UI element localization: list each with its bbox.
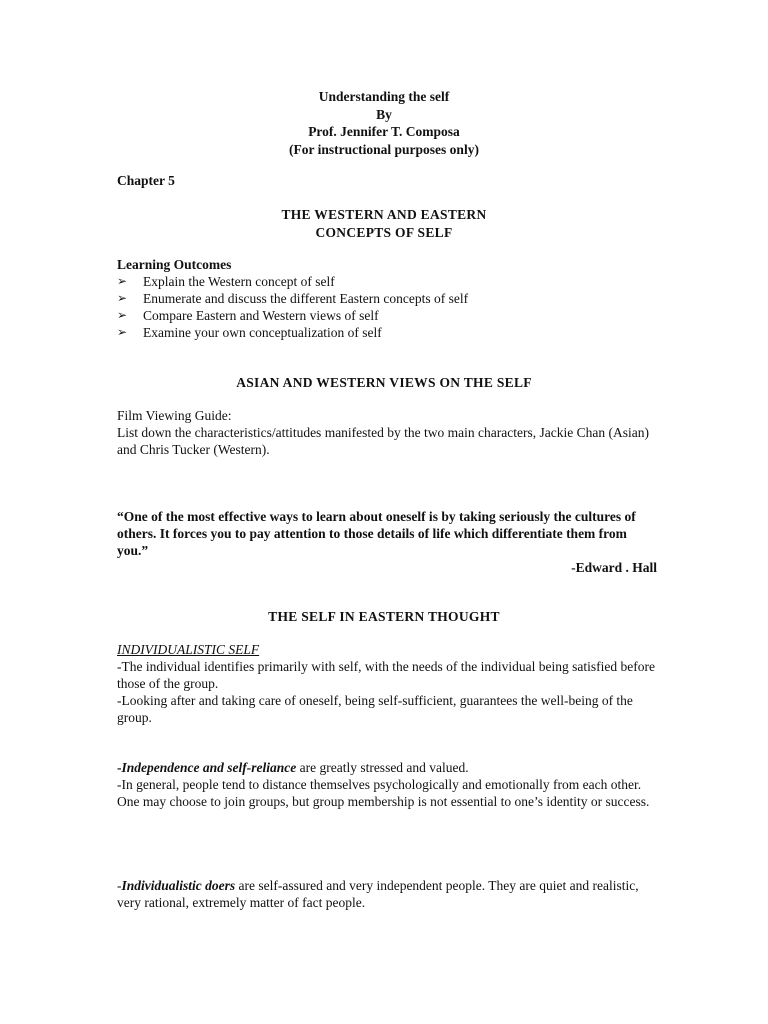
title-line-1: Understanding the self [318,89,450,104]
list-item [117,273,657,290]
film-guide-text: List down the characteristics/attitudes manifested by the two main characters, Jackie Chan (Asian) and Chris Tucker (Western). [117,425,649,457]
quote-text: “One of the most effective ways to learn about oneself is by taking seriously the cultures of others. It forces you to pay attention to those details of life which differentiate them from you.” [117,509,636,558]
individualistic-para-1: -The individual identifies primarily with self, with the needs of the individual being satisfied before those of the group. [117,659,655,691]
individualistic-self-section [117,641,657,726]
title-line-3: Prof. Jennifer T. Composa [308,124,460,139]
independence-term: Independence and self-reliance [121,760,297,775]
main-heading-line-2: CONCEPTS OF SELF [315,224,453,240]
independence-dash: - [117,760,122,775]
quote-block [117,508,657,576]
film-viewing-guide [117,407,657,458]
individualistic-self-heading: INDIVIDUALISTIC SELF [117,642,260,657]
outcome-text: Enumerate and discuss the different Eastern concepts of self [143,291,469,306]
section-heading-eastern: THE SELF IN EASTERN THOUGHT [268,609,500,624]
outcome-text: Explain the Western concept of self [143,274,335,289]
learning-outcomes-list [117,273,657,341]
section-heading-asian-western: ASIAN AND WESTERN VIEWS ON THE SELF [236,375,532,390]
doers-term: Individualistic doers [121,878,236,893]
arrow-bullet-icon: ➢ [117,274,128,288]
doers-dash: - [117,878,122,893]
arrow-bullet-icon: ➢ [117,308,128,322]
learning-outcomes-label: Learning Outcomes [117,257,232,272]
chapter-label: Chapter 5 [117,173,175,188]
outcome-text: Examine your own conceptualization of self [143,325,382,340]
individualistic-para-2: -Looking after and taking care of oneself, being self-sufficient, guarantees the well-being of the group. [117,693,633,725]
individualistic-doers-section [117,877,657,911]
main-heading [0,206,768,241]
independence-para-1 [117,759,657,776]
document-title-block [0,88,768,158]
main-heading-line-1: THE WESTERN AND EASTERN [281,207,487,222]
learning-outcomes-section [117,256,657,341]
list-item [117,290,657,307]
outcome-text: Compare Eastern and Western views of self [143,308,379,323]
list-item [117,324,657,341]
arrow-bullet-icon: ➢ [117,325,128,339]
list-item [117,307,657,324]
arrow-bullet-icon: ➢ [117,291,128,305]
title-line-4: (For instructional purposes only) [289,141,479,157]
doers-rest: are self-assured and very independent people. They are quiet and realistic, very rational, extremely matter of fact people. [117,878,639,910]
doers-para [117,877,657,911]
independence-rest: are greatly stressed and valued. [296,760,469,775]
title-line-2: By [376,106,392,122]
quote-author: -Edward . Hall [571,560,657,575]
independence-para-2: -In general, people tend to distance themselves psychologically and emotionally from each other. One may choose to join groups, but group membership is not essential to one’s identity or success. [117,777,650,809]
independence-section [117,759,657,810]
film-guide-label: Film Viewing Guide: [117,408,232,423]
